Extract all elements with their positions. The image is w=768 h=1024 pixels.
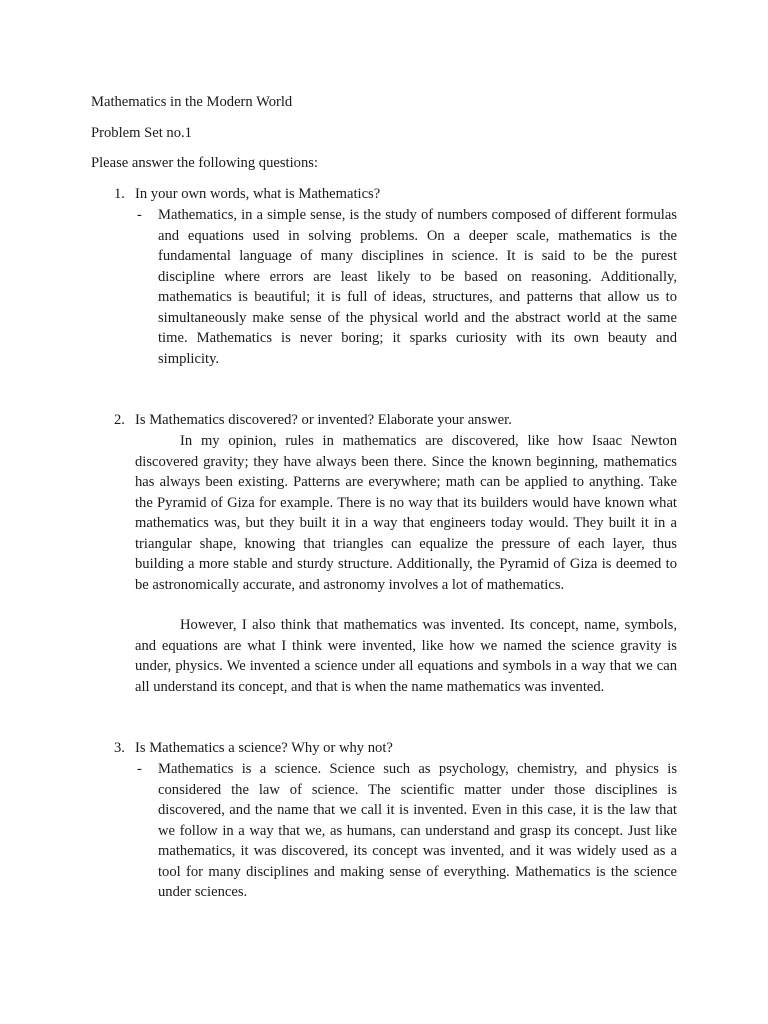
document-subtitle: Problem Set no.1	[91, 125, 192, 141]
question-number: 2.	[114, 412, 125, 428]
question-number: 3.	[114, 740, 125, 756]
instructions: Please answer the following questions:	[91, 155, 318, 171]
bullet-dash: -	[137, 761, 142, 777]
document-title: Mathematics in the Modern World	[91, 94, 293, 110]
question-text: In your own words, what is Mathematics?	[135, 186, 381, 202]
answer-paragraph: In my opinion, rules in mathematics are discovered, like how Isaac Newton discovered gravity; they have always been there. Since the known beginning, mathematics has always been existing. Patterns are everywhere; math can be applied to anything. Take the Pyramid of Giza for example. There is no way that its builders would have known what mathematics was, but they built it in a way that engineers today would. They built it in a triangular shape, knowing that triangles can equalize the pressure of each layer, thus building a more stable and sturdy structure. Additionally, the Pyramid of Giza is deemed to be astronomically accurate, and astronomy involves a lot of mathematics.	[135, 433, 677, 593]
bullet-dash: -	[137, 207, 142, 223]
answer-paragraph: However, I also think that mathematics was invented. Its concept, name, symbols, and equations are what I think were invented, like how we named the science gravity is under, physics. We invented a science under all equations and symbols in a way that we can all understand its concept, and that is when the name mathematics was invented.	[135, 617, 677, 695]
answer-text: Mathematics is a science. Science such as psychology, chemistry, and physics is considered the law of science. The scientific matter under those disciplines is discovered, and the name that we call it is invented. Even in this case, it is the law that we follow in a way that we, as humans, can understand and grasp its concept. Just like mathematics, it was discovered, its concept was invented, and it was widely used as a tool for many disciplines and making sense of everything. Mathematics is the science under sciences.	[158, 761, 677, 900]
question-number: 1.	[114, 186, 125, 202]
answer-text: Mathematics, in a simple sense, is the study of numbers composed of different formulas and equations used in solving problems. On a deeper scale, mathematics is the fundamental language of many disciplines in science. It is said to be the purest discipline where errors are least likely to be based on reasoning. Additionally, mathematics is beautiful; it is full of ideas, structures, and patterns that allow us to simultaneously make sense of the physical world and the abstract world at the same time. Mathematics is never boring; it sparks curiosity with its own beauty and simplicity.	[158, 207, 677, 367]
question-text: Is Mathematics a science? Why or why not?	[135, 740, 393, 756]
question-text: Is Mathematics discovered? or invented? Elaborate your answer.	[135, 412, 512, 428]
